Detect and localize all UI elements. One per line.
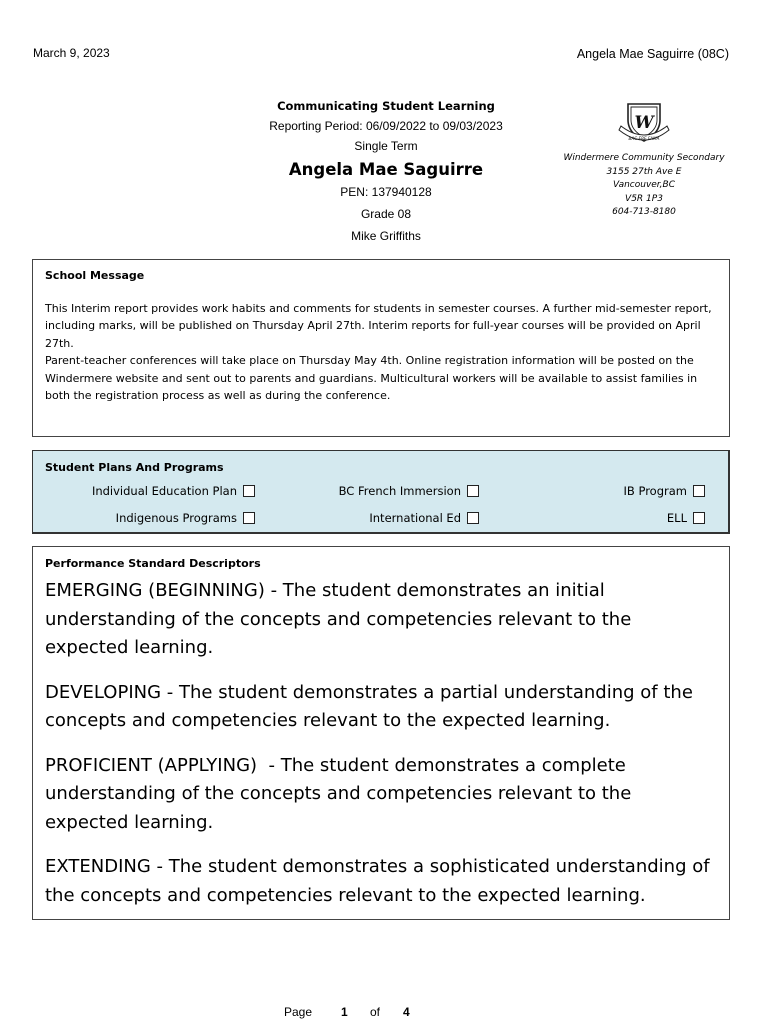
- school-message-text: This Interim report provides work habits and comments for students in semester courses. A further mid-semester report, including marks, will be published on Thursday April 27th. Interim reports for full-year courses will be provided on April 27th. Parent-teacher conferences will take place on Thursday May 4th. Online registration information will be posted on the Windermere website and sent out to parents and guardians. Multicultural workers will be available to assist families in both the registration process as well as during the conference.: [45, 302, 712, 403]
- teacher-name: Mike Griffiths: [351, 229, 421, 243]
- descriptor-level: EMERGING (BEGINNING) -: [45, 580, 283, 601]
- student-pen: PEN: 137940128: [340, 185, 432, 199]
- plan-checkbox[interactable]: [243, 485, 255, 497]
- plan-checkbox[interactable]: [243, 512, 255, 524]
- plan-international-ed: [369, 511, 479, 525]
- reporting-period: Reporting Period: 06/09/2022 to 09/03/2023: [269, 119, 503, 133]
- school-crest-icon: [617, 100, 671, 146]
- student-plans-title: Student Plans And Programs: [45, 461, 224, 474]
- descriptor-level: EXTENDING -: [45, 856, 169, 877]
- plan-label: ELL: [666, 511, 687, 525]
- plan-ib-program: [624, 484, 705, 498]
- plan-checkbox[interactable]: [693, 512, 705, 524]
- performance-title: Performance Standard Descriptors: [45, 557, 261, 570]
- plan-checkbox[interactable]: [693, 485, 705, 497]
- descriptor-proficient: [45, 752, 717, 838]
- crest-letter: W: [634, 113, 654, 133]
- term: Single Term: [354, 139, 418, 153]
- descriptor-level: DEVELOPING -: [45, 681, 179, 703]
- school-phone: 604-713-8180: [612, 207, 676, 218]
- school-info: [556, 100, 732, 220]
- plan-label: Indigenous Programs: [115, 511, 237, 525]
- student-name: Angela Mae Saguirre: [288, 160, 484, 179]
- school-name: Windermere Community Secondary: [563, 153, 725, 163]
- plan-indigenous: [116, 511, 255, 525]
- plan-ell: [667, 511, 705, 525]
- student-grade: Grade 08: [360, 207, 412, 221]
- school-city: Vancouver,BC: [612, 180, 675, 191]
- report-header: [236, 96, 536, 247]
- crest-motto: BAC ERE FAMA: [628, 136, 660, 141]
- performance-descriptors-box: [32, 546, 730, 920]
- descriptor-level: PROFICIENT (APPLYING) -: [45, 754, 281, 776]
- plan-label: IB Program: [623, 484, 687, 498]
- report-date: March 9, 2023: [33, 46, 110, 60]
- plan-checkbox[interactable]: [467, 512, 479, 524]
- report-title: Communicating Student Learning: [277, 99, 495, 113]
- school-postal: V5R 1P3: [625, 193, 663, 204]
- school-address: 3155 27th Ave E: [606, 166, 682, 177]
- student-reference: Angela Mae Saguirre (08C): [576, 47, 729, 61]
- descriptor-text: The student demonstrates an initial understanding of the concepts and competencies relevant to the expected learning.: [45, 580, 632, 658]
- page-of-label: of: [370, 1005, 381, 1019]
- descriptor-extending: [45, 853, 717, 910]
- page-label: Page: [284, 1005, 313, 1019]
- plan-label: International Ed: [369, 511, 461, 525]
- descriptor-text: The student demonstrates a partial understanding of the concepts and competencies relevant to the expected learning.: [45, 681, 693, 731]
- plan-label: BC French Immersion: [338, 484, 461, 498]
- plan-label: Individual Education Plan: [91, 484, 237, 498]
- descriptor-text: The student demonstrates a complete understanding of the concepts and competencies relevant to the expected learning.: [45, 754, 632, 833]
- descriptor-emerging: [45, 577, 717, 663]
- student-plans-box: [32, 450, 730, 534]
- page-total: 4: [403, 1005, 410, 1019]
- descriptor-developing: [45, 679, 717, 736]
- plan-french-immersion: [339, 484, 479, 498]
- plan-checkbox[interactable]: [467, 485, 479, 497]
- page-number: 1: [341, 1005, 348, 1019]
- school-message-title: School Message: [45, 269, 145, 282]
- school-message-box: [32, 259, 730, 437]
- descriptor-text: The student demonstrates a sophisticated understanding of the concepts and competencies relevant to the expected learning.: [45, 856, 710, 906]
- plan-individual-education: [92, 484, 255, 498]
